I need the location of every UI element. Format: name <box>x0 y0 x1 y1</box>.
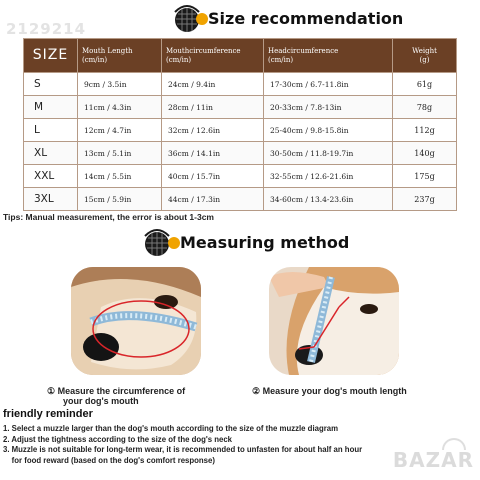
cell-size: M <box>24 96 78 119</box>
cell-mouth-circumference: 24cm / 9.4in <box>162 73 264 96</box>
header-mouth-length: Mouth Length (cm/in) <box>78 39 162 73</box>
header-size: SIZE <box>24 39 78 73</box>
cell-mouth-length: 9cm / 3.5in <box>78 73 162 96</box>
cell-size: L <box>24 119 78 142</box>
table-row <box>24 73 457 96</box>
cell-weight: 112g <box>393 119 457 142</box>
cell-mouth-circumference: 40cm / 15.7in <box>162 165 264 188</box>
list-item: 2. Adjust the tightness according to the size of the dog's neck <box>3 434 233 444</box>
cell-size: S <box>24 73 78 96</box>
caption-mouth-length: ② Measure your dog's mouth length <box>252 386 407 396</box>
list-item: 1. Select a muzzle larger than the dog's mouth according to the size of the muzzle diagram <box>3 424 339 433</box>
cell-weight: 175g <box>393 165 457 188</box>
title-accent-dot <box>168 237 180 249</box>
header-mouth-circumference: Mouthcircumference (cm/in) <box>162 39 264 73</box>
cell-head-circumference: 17-30cm / 6.7-11.8in <box>264 73 393 96</box>
table-row <box>24 142 457 165</box>
cell-mouth-length: 12cm / 4.7in <box>78 119 162 142</box>
tips-note: Tips: Manual measurement, the error is about 1-3cm <box>3 212 214 222</box>
table-header-row <box>24 39 457 73</box>
dog-mouth-circumference-photo <box>71 267 201 375</box>
cell-mouth-length: 14cm / 5.5in <box>78 165 162 188</box>
cell-mouth-circumference: 44cm / 17.3in <box>162 188 264 211</box>
cell-weight: 61g <box>393 73 457 96</box>
cell-size: XL <box>24 142 78 165</box>
title-accent-dot <box>196 13 208 25</box>
cell-mouth-circumference: 28cm / 11in <box>162 96 264 119</box>
measuring-method-title: Measuring method <box>180 233 350 252</box>
watermark-top: 2129214 <box>6 20 87 38</box>
cell-mouth-length: 11cm / 4.3in <box>78 96 162 119</box>
watermark-bottom: BAZAR <box>392 448 474 472</box>
table-row <box>24 119 457 142</box>
cell-mouth-length: 13cm / 5.1in <box>78 142 162 165</box>
list-item: 3. Muzzle is not suitable for long-term wear, it is recommended to unfasten for about half an hour <box>3 445 363 454</box>
cell-weight: 237g <box>393 188 457 211</box>
table-row <box>24 165 457 188</box>
cell-head-circumference: 32-55cm / 12.6-21.6in <box>264 165 393 188</box>
cell-weight: 140g <box>393 142 457 165</box>
dog-mouth-length-photo <box>269 267 399 375</box>
header-weight: Weight (g) <box>393 39 457 73</box>
cell-weight: 78g <box>393 96 457 119</box>
table-row <box>24 188 457 211</box>
header-head-circumference: Headcircumference (cm/in) <box>264 39 393 73</box>
list-item: for food reward (based on the dog's comfort response) <box>3 455 215 465</box>
cell-mouth-length: 15cm / 5.9in <box>78 188 162 211</box>
caption-mouth-circumference: ① Measure the circumference of <box>47 386 186 396</box>
cell-size: 3XL <box>24 188 78 211</box>
cell-head-circumference: 34-60cm / 13.4-23.6in <box>264 188 393 211</box>
caption-mouth-circumference-line2: your dog's mouth <box>63 396 139 406</box>
cell-mouth-circumference: 32cm / 12.6in <box>162 119 264 142</box>
cell-size: XXL <box>24 165 78 188</box>
table-row <box>24 96 457 119</box>
size-table <box>23 38 457 211</box>
cell-mouth-circumference: 36cm / 14.1in <box>162 142 264 165</box>
cell-head-circumference: 30-50cm / 11.8-19.7in <box>264 142 393 165</box>
cell-head-circumference: 20-33cm / 7.8-13in <box>264 96 393 119</box>
cell-head-circumference: 25-40cm / 9.8-15.8in <box>264 119 393 142</box>
friendly-reminder-title: friendly reminder <box>3 408 93 420</box>
size-recommendation-title: Size recommendation <box>208 9 404 28</box>
